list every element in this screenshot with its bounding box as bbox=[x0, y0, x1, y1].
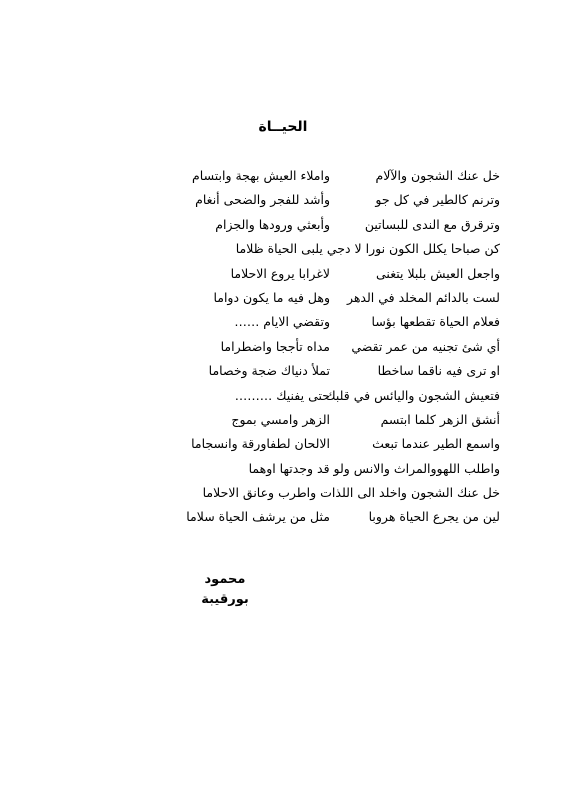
verse-first-hemistich: فتعيش الشجون واليائس في قلبك bbox=[325, 387, 500, 403]
verse-second-hemistich: تملأ دنياك ضجة وخصاما bbox=[208, 363, 330, 379]
verse bbox=[190, 386, 500, 410]
verse-second-hemistich: وأشد للفجر والضحى أنغام bbox=[195, 192, 330, 208]
poem-title: الحيــاة bbox=[258, 119, 308, 135]
verse bbox=[190, 410, 500, 434]
poem-body bbox=[186, 166, 500, 532]
verse bbox=[190, 215, 500, 239]
verse-second-hemistich: الزهر وامسي بموج bbox=[231, 411, 330, 427]
verse-first-hemistich: أي شئ تجنيه من عمر تقضي bbox=[351, 338, 500, 354]
verse-first-hemistich: فعلام الحياة تقطعها بؤسا bbox=[371, 314, 500, 330]
verse-first-hemistich: او ترى فيه ناقما ساخطا bbox=[377, 363, 500, 379]
verse-second-hemistich: مثل من يرشف الحياة سلاما bbox=[186, 509, 330, 525]
verse-first-hemistich: أنشق الزهر كلما ابتسم bbox=[380, 411, 500, 427]
verse-first-hemistich: خل عنك الشجون والآلام bbox=[375, 168, 500, 183]
verse-full-line: واطلب اللهووالمراث والانس ولو قد وجدتها اوهما bbox=[248, 460, 500, 476]
verse-first-hemistich: لين من يجرع الحياة هروبا bbox=[368, 509, 500, 525]
verse bbox=[190, 166, 500, 190]
verse bbox=[190, 288, 500, 312]
verse bbox=[190, 264, 500, 288]
verse-second-hemistich: لاغرابا يروع الاحلاما bbox=[230, 265, 330, 281]
verse-first-hemistich: وترنم كالطير في كل جو bbox=[375, 192, 500, 208]
verse-first-hemistich: لست بالدائم المخلد في الدهر bbox=[346, 289, 500, 305]
verse bbox=[190, 434, 500, 458]
verse-full-line: خل عنك الشجون واخلد الى اللذات واطرب وعانق الاحلاما bbox=[202, 485, 500, 501]
verse-first-hemistich: واسمع الطير عندما تبعث bbox=[372, 436, 500, 452]
verse bbox=[190, 459, 500, 483]
verse bbox=[190, 312, 500, 336]
verse-second-hemistich: واملاء العيش بهجة وابتسام bbox=[192, 168, 330, 183]
verse-second-hemistich: حتى يفنيك ……… bbox=[234, 387, 330, 403]
verse-first-hemistich: وترقرق مع الندى للبساتين bbox=[364, 216, 500, 232]
verse bbox=[190, 337, 500, 361]
verse-second-hemistich: وأبعثي ورودها والجزام bbox=[215, 216, 330, 232]
verse-second-hemistich: الالحان لطفاورقة وانسجاما bbox=[191, 436, 330, 452]
verse-full-line: كن صباحا يكلل الكون نورا لا دجي يلبى الحياة ظلاما bbox=[235, 241, 500, 257]
verse bbox=[186, 507, 500, 531]
verse-second-hemistich: مداه تأججا واضطراما bbox=[220, 338, 330, 354]
author-name: محمود بورقيبة bbox=[201, 572, 249, 607]
verse-first-hemistich: واجعل العيش بلبلا يتغنى bbox=[376, 265, 500, 281]
verse bbox=[190, 190, 500, 214]
verse-second-hemistich: وهل فيه ما يكون دواما bbox=[213, 289, 330, 305]
verse-second-hemistich: وتقضي الايام …… bbox=[234, 314, 330, 330]
verse bbox=[190, 483, 500, 507]
verse bbox=[190, 361, 500, 385]
verse bbox=[190, 239, 500, 263]
